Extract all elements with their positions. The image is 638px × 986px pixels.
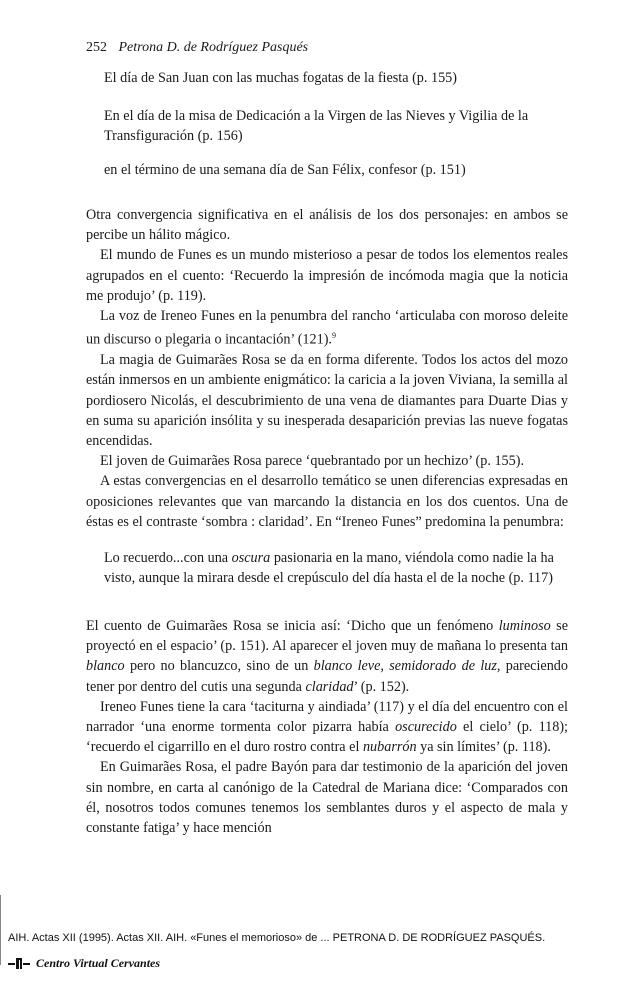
quote-san-felix: en el término de una semana día de San Félix, confesor (p. 151) [104, 162, 466, 178]
paragraph-voz-ireneo [86, 306, 568, 350]
quote-san-juan: El día de San Juan con las muchas fogatas de la fiesta (p. 155) [104, 70, 458, 86]
text-span: pareciendo tener por dentro del cutis una segunda [86, 658, 568, 695]
quote-dedicacion: En el día de la misa de Dedicación a la Virgen de las Nieves y Vigilia de la Transfiguración (p. 156) [104, 108, 529, 144]
footnote-marker: 9 [331, 331, 336, 341]
paragraph-voz-ireneo-text: La voz de Ireneo Funes en la penumbra del rancho ‘articulaba con moroso deleite un discurso o plegaria o incantación’ (121). [86, 308, 568, 348]
paragraph-inicio-cuento [86, 616, 568, 697]
quote-pasionaria-a: Lo recuerdo...con una [104, 550, 232, 566]
italic-span: oscurecido [395, 719, 457, 736]
margin-rule [0, 895, 1, 965]
paragraph-cara-taciturna [86, 697, 568, 758]
text-span: Ireneo Funes tiene la cara ‘taciturna y aindiada’ (117) y el día del encuentro con el narrador ‘una enorme tormenta color pizarra había [86, 698, 568, 736]
quote-pasionaria-italic: oscura [231, 550, 271, 566]
quote-pasionaria [104, 548, 572, 588]
page-number: 252 [86, 40, 107, 55]
body-section-2 [86, 616, 568, 838]
cvc-logo-icon [8, 958, 30, 970]
text-span: ’ (p. 152). [353, 678, 410, 695]
text-span: se proyectó en el espacio’ (p. 151). Al aparecer el joven muy de mañana lo presenta tan [86, 618, 568, 655]
quote-pasionaria-c: pasionaria en la mano, viéndola como nadie la ha visto, aunque la mirara desde el crepúsculo del día hasta el de la noche (p. 117) [104, 550, 554, 586]
italic-span: claridad [305, 678, 354, 695]
paragraph-convergencia: Otra convergencia significativa en el análisis de los dos personajes: en ambos se percibe un hálito mágico. [86, 207, 568, 244]
paragraph-mundo-funes: El mundo de Funes es un mundo misterioso a pesar de todos los elementos reales agrupados en el cuento: ‘Recuerdo la impresión de incómoda magia que la noticia me produjo’ (p. 119). [86, 247, 568, 304]
paragraph-diferencias: A estas convergencias en el desarrollo temático se unen diferencias expresadas en oposiciones relevantes que van marcando la distancia en los dos cuentos. Una de éstas es el contraste ‘sombra : claridad’. En “Ireneo Funes” predomina la penumbra: [86, 473, 568, 530]
paragraph-padre-bayon: En Guimarães Rosa, el padre Bayón para dar testimonio de la aparición del joven sin nombre, en carta al canónigo de la Catedral de Mariana dice: ‘Comparados con él, nosotros todos comunes tenemos los semblantes duros y el aspecto de mala y constante fatiga’ y hace mención [86, 759, 568, 837]
italic-span: blanco [86, 658, 125, 675]
running-head-author: Petrona D. de Rodríguez Pasqués [118, 40, 309, 55]
italic-span: luminoso [498, 618, 551, 634]
paragraph-hechizo: El joven de Guimarães Rosa parece ‘quebrantado por un hechizo’ (p. 155). [100, 453, 525, 470]
citation-footer: AIH. Actas XII (1995). Actas XII. AIH. «Funes el memorioso» de ... PETRONA D. DE RODRÍGUEZ PASQUÉS. [8, 932, 546, 944]
text-span: ya sin límites’ (p. 118). [416, 739, 551, 756]
running-head [86, 40, 308, 56]
italic-span: nubarrón [362, 739, 417, 756]
cvc-logo[interactable] [8, 956, 160, 971]
text-span: El cuento de Guimarães Rosa se inicia así: ‘Dicho que un fenómeno [86, 618, 499, 634]
text-span: el cielo’ (p. 118); ‘recuerdo el cigarrillo en el duro rostro contra el [86, 719, 568, 756]
paragraph-magia-guimaraes: La magia de Guimarães Rosa se da en forma diferente. Todos los actos del mozo están inmersos en un ambiente enigmático: la caricia a la joven Viviana, la semilla al pordiosero Nicolás, el descubrimiento de una vena de diamantes para Duarte Dias y en suma su aparición insólita y su inesperada desaparición previas las nueve fogatas encendidas. [86, 352, 568, 449]
cvc-logo-text: Centro Virtual Cervantes [36, 956, 161, 970]
body-section-1 [86, 205, 568, 532]
italic-span: blanco leve, semidorado de luz, [313, 658, 501, 675]
text-span: pero no blancuzco, sino de un [124, 658, 314, 675]
